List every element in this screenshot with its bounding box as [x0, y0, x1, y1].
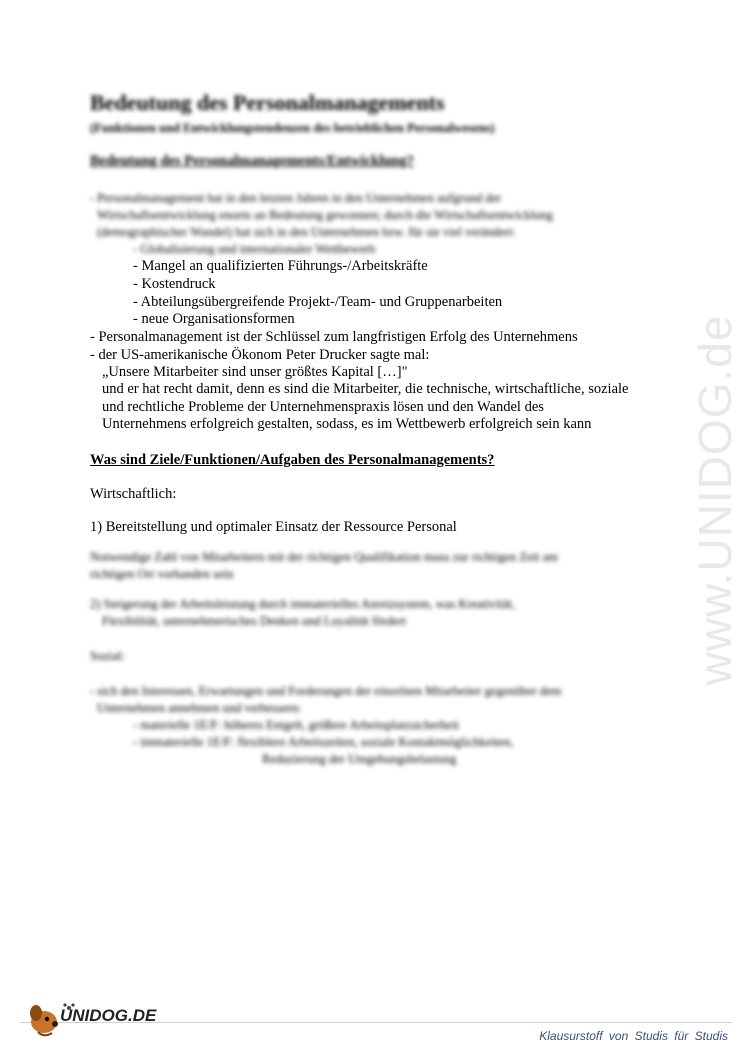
page-title: Bedeutung des Personalmanagements: [90, 90, 445, 115]
sozial-label: Sozial:: [90, 649, 125, 663]
bullet-item: - Mangel an qualifizierten Führungs-/Arbeitskräfte: [133, 258, 428, 274]
drucker-quote: „Unsere Mitarbeiter sind unser größtes Kapital […]": [102, 364, 408, 380]
section1-intro-line: (demographischer Wandel) hat sich in den Unternehmen bzw. für sie viel verändert:: [97, 225, 516, 239]
footer-tagline: Klausurstoff von Studis für Studis: [539, 1029, 728, 1043]
watermark-text: www.UNIDOG.de: [689, 314, 741, 686]
wirtschaftlich-label: Wirtschaftlich:: [90, 486, 177, 502]
quote-followup-line: Unternehmens erfolgreich gestalten, sodass, es im Wettbewerb erfolgreich sein kann: [102, 416, 592, 432]
section1-blurred-bullet: - Globalisierung und internationaler Wettbewerb: [133, 242, 376, 256]
quote-followup-line: und rechtliche Probleme der Unternehmenspraxis lösen und den Wandel des: [102, 399, 544, 415]
point1-detail-line: richtigen Ort vorhanden sein: [90, 567, 234, 581]
point1-title: 1) Bereitstellung und optimaler Einsatz der Ressource Personal: [90, 519, 457, 535]
point-item: - der US-amerikanische Ökonom Peter Drucker sagte mal:: [90, 347, 430, 363]
point-item: - Personalmanagement ist der Schlüssel zum langfristigen Erfolg des Unternehmens: [90, 329, 578, 345]
section1-heading: Bedeutung des Personalmanagements/Entwicklung?: [90, 153, 414, 169]
section1-intro-line: Wirtschaftsentwicklung enorm an Bedeutung gewonnen; durch die Wirtschaftsentwicklung: [97, 208, 553, 222]
quote-followup-line: und er hat recht damit, denn es sind die Mitarbeiter, die technische, wirtschaftliche, soziale: [102, 381, 629, 397]
sozial-bullet: - immaterielle 1E/F: flexiblere Arbeitszeiten, soziale Kontaktmöglichkeiten,: [133, 735, 514, 749]
section2-heading: Was sind Ziele/Funktionen/Aufgaben des Personalmanagements?: [90, 452, 495, 468]
point1-detail-line: Notwendige Zahl von Mitarbeitern mit der richtigen Qualifikation muss zur richtigen Zeit am: [90, 550, 558, 564]
section1-intro-line: - Personalmanagement hat in den letzten Jahren in den Unternehmen aufgrund der: [90, 191, 502, 205]
logo-text[interactable]: UNIDOG.DE: [60, 1006, 157, 1025]
bullet-item: - Kostendruck: [133, 276, 216, 292]
point2-line: 2) Steigerung der Arbeitsleistung durch immaterielles Anreizsystem, was Kreativität,: [90, 597, 515, 611]
bullet-item: - Abteilungsübergreifende Projekt-/Team- und Gruppenarbeiten: [133, 294, 503, 310]
sozial-intro-line: - sich den Interessen, Erwartungen und Forderungen der einzelnen Mitarbeiter gegenüber dem: [90, 684, 562, 698]
sozial-bullet: - materielle 1E/F: höheres Entgelt, größere Arbeitsplatzsicherheit: [133, 718, 459, 732]
bullet-item: - neue Organisationsformen: [133, 311, 295, 327]
sozial-intro-line: Unternehmen annehmen und verbessern:: [97, 701, 302, 715]
point2-line: Flexibilität, unternehmerisches Denken und Loyalität fördert: [102, 614, 407, 628]
sozial-continuation: Reduzierung der Umgebungsbelastung: [262, 752, 457, 766]
page-subtitle: (Funktionen und Entwicklungstendenzen des betrieblichen Personalwesens): [90, 121, 495, 135]
